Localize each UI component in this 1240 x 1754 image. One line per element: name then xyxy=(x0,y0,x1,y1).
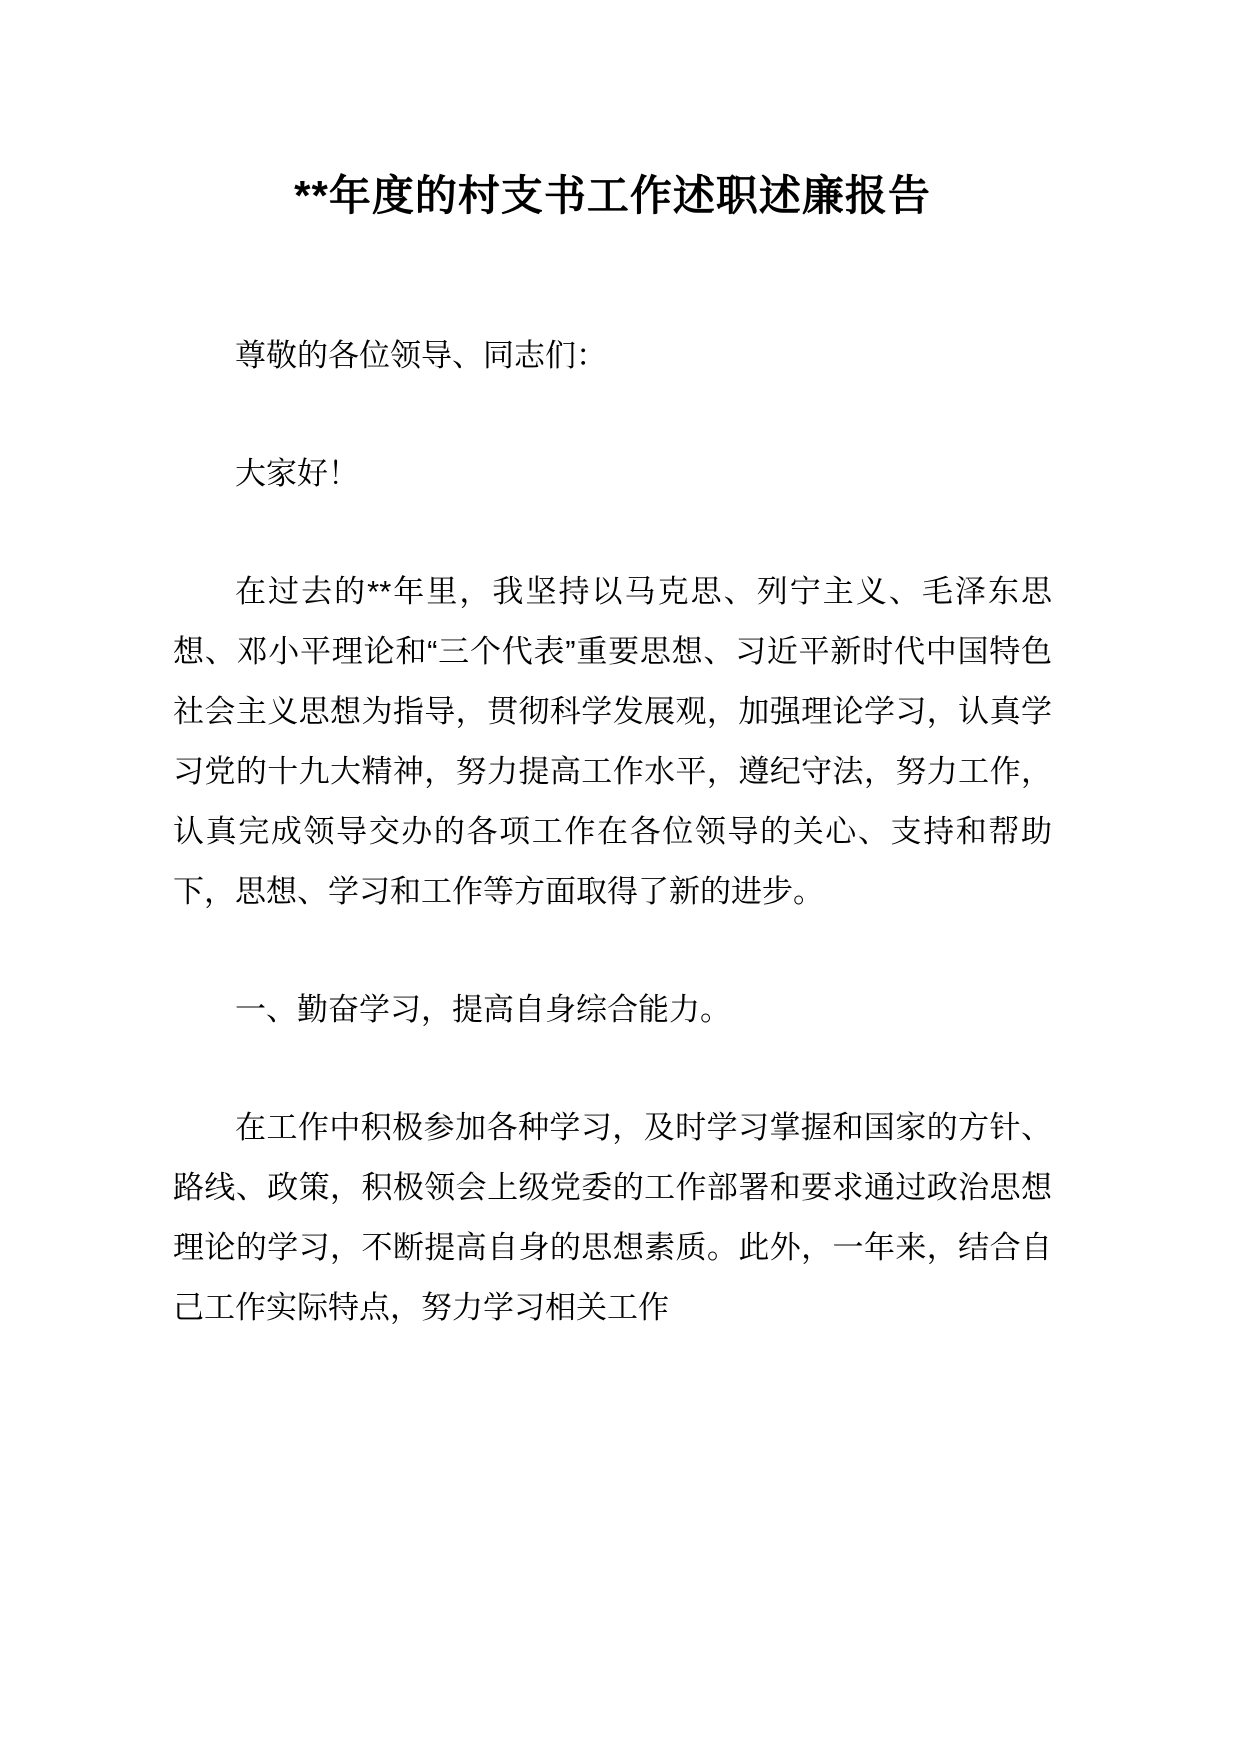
document-title: **年度的村支书工作述职述廉报告 xyxy=(294,172,931,219)
section-1-body-paragraph: 在工作中积极参加各种学习，及时学习掌握和国家的方针、路线、政策，积极领会上级党委的工作部署和要求通过政治思想理论的学习，不断提高自身的思想素质。此外，一年来，结合自己工作实际特点，努力学习相关工作 xyxy=(173,1110,1052,1325)
section-1-heading: 一、勤奋学习，提高自身综合能力。 xyxy=(235,992,731,1027)
salutation-paragraph: 尊敬的各位领导、同志们： xyxy=(235,338,607,373)
intro-paragraph: 在过去的**年里，我坚持以马克思、列宁主义、毛泽东思想、邓小平理论和“三个代表”重要思想、习近平新时代中国特色社会主义思想为指导，贯彻科学发展观，加强理论学习，认真学习党的十九大精神，努力提高工作水平，遵纪守法，努力工作，认真完成领导交办的各项工作在各位领导的关心、支持和帮助下，思想、学习和工作等方面取得了新的进步。 xyxy=(173,574,1052,909)
greeting-paragraph: 大家好！ xyxy=(235,456,359,491)
